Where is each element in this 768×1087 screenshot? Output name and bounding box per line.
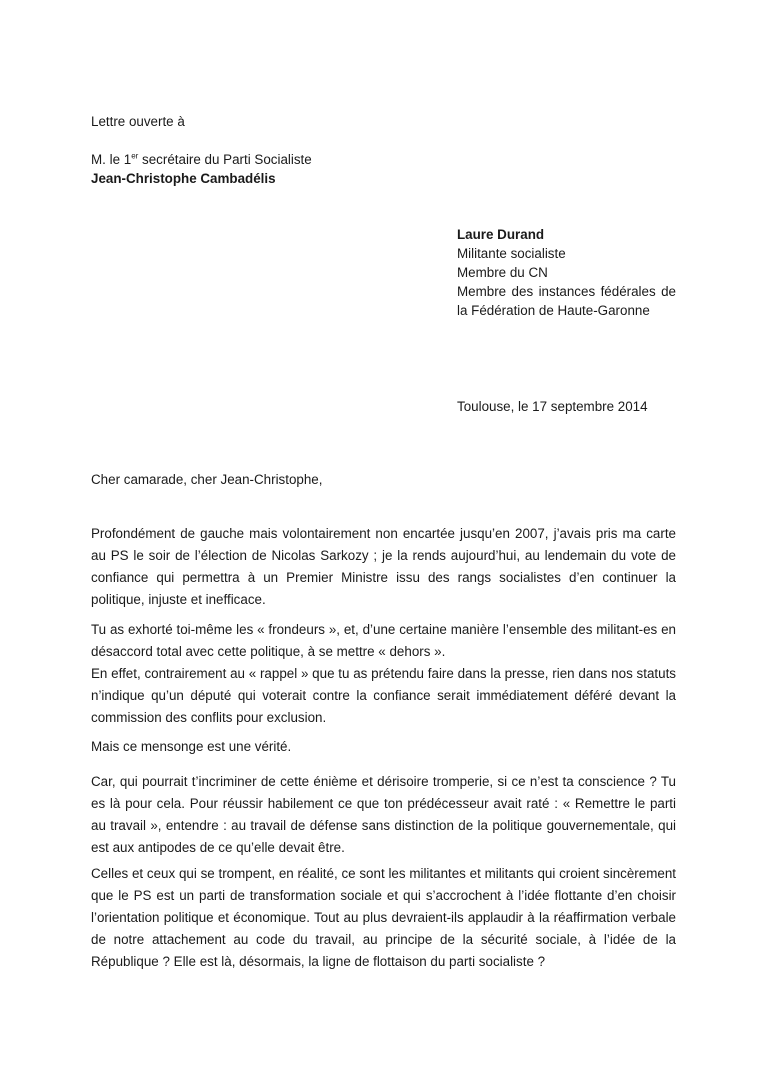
- recipient-prefix: M. le 1: [91, 152, 132, 167]
- paragraph-2: [91, 619, 676, 729]
- sender-name: Laure Durand: [457, 227, 545, 242]
- paragraph-2b-text: En effet, contrairement au « rappel » que tu as prétendu faire dans la presse, rien dans nos statuts n’indique qu’un député qui voterait contre la confiance serait immédiatement déféré devant la commission des conflits pour exclusion.: [91, 666, 676, 725]
- paragraph-3: [91, 736, 676, 758]
- recipient-superscript: er: [131, 151, 139, 161]
- paragraph-1: [91, 523, 676, 611]
- paragraph-2a-text: Tu as exhorté toi-même les « frondeurs », et, d’une certaine manière l’ensemble des militant-es en désaccord total avec cette politique, à se mettre « dehors ».: [91, 622, 676, 659]
- recipient-name: Jean-Christophe Cambadélis: [91, 171, 276, 186]
- recipient-title: [91, 152, 312, 167]
- open-letter-heading: Lettre ouverte à: [91, 114, 185, 129]
- sender-membership: Membre du CN: [457, 265, 548, 280]
- paragraph-4: [91, 771, 676, 859]
- recipient-suffix: secrétaire du Parti Socialiste: [138, 152, 312, 167]
- salutation: Cher camarade, cher Jean-Christophe,: [91, 472, 323, 487]
- sender-role: Militante socialiste: [457, 246, 566, 261]
- place-date: Toulouse, le 17 septembre 2014: [457, 399, 648, 414]
- paragraph-3-text: Mais ce mensonge est une vérité.: [91, 739, 292, 754]
- paragraph-5: [91, 863, 676, 973]
- sender-federation: Membre des instances fédérales de la Fédération de Haute-Garonne: [457, 284, 676, 318]
- paragraph-1-text: Profondément de gauche mais volontairement non encartée jusqu’en 2007, j’avais pris ma carte au PS le soir de l’élection de Nicolas Sarkozy ; je la rends aujourd’hui, au lendemain du vote de confiance qui permettra à un Premier Ministre issu des rangs socialistes d’en continuer la politique, injuste et inefficace.: [91, 526, 676, 607]
- paragraph-5-text: Celles et ceux qui se trompent, en réalité, ce sont les militantes et militants qui croient sincèrement que le PS est un parti de transformation sociale et qui s’accrochent à l’idée flottante d’en choisir l’orientation politique et économique. Tout au plus devraient-ils applaudir à la réaffirmation verbale de notre attachement au code du travail, au principe de la sécurité sociale, à l’idée de la République ? Elle est là, désormais, la ligne de flottaison du parti socialiste ?: [91, 866, 676, 969]
- sender-block: [457, 225, 676, 320]
- paragraph-4-text: Car, qui pourrait t’incriminer de cette énième et dérisoire tromperie, si ce n’est ta conscience ? Tu es là pour cela. Pour réussir habilement ce que ton prédécesseur avait raté : « Remettre le parti au travail », entendre : au travail de défense sans distinction de la politique gouvernementale, qui est aux antipodes de ce qu’elle devait être.: [91, 774, 676, 855]
